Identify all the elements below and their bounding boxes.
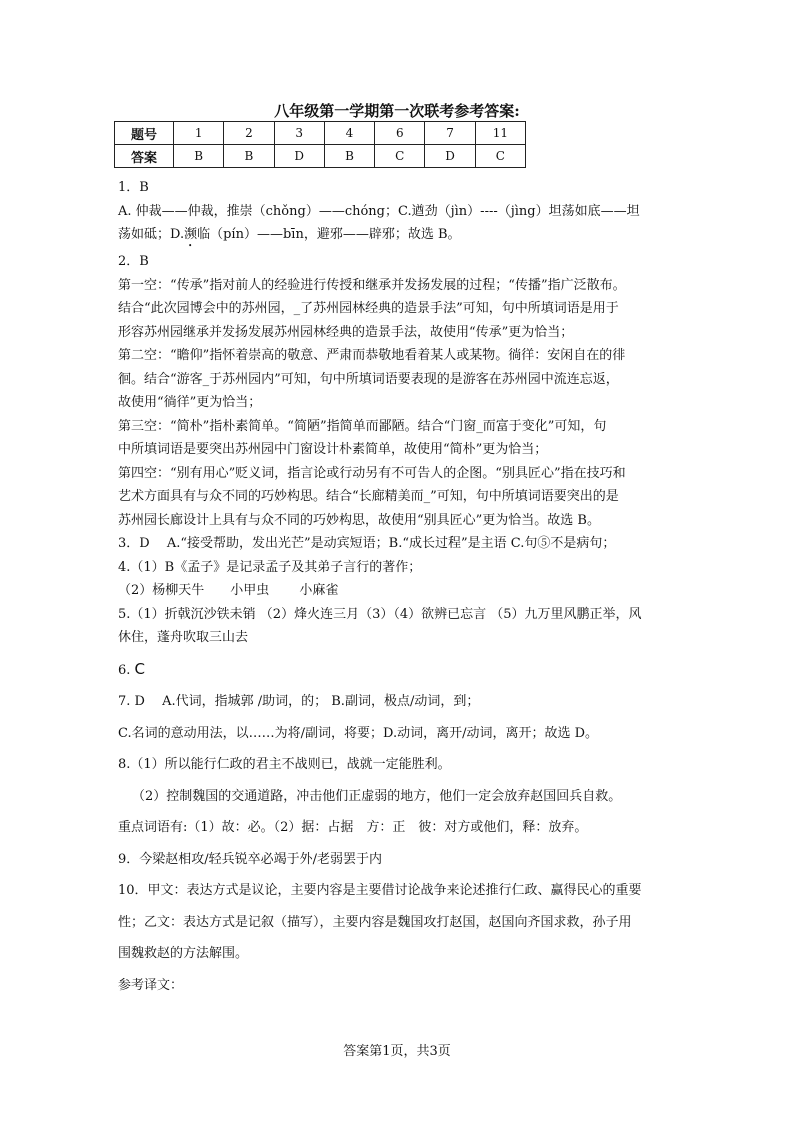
q1-line: A. 仲裁——仲裁，推崇（chǒng）——chóng；C.遒劲（jìn）----（jìng）坦荡如底——坦 [118,203,640,219]
page-footer: 答案第1页，共3页 [343,1044,451,1059]
table-row [115,145,526,168]
page-title: 八年级第一学期第一次联考参考答案: [274,102,520,120]
q2-line: 第二空：“瞻仰”指怀着崇高的敬意、严肃而恭敬地看着某人或某物。徜徉：安闲自在的徘 [118,348,626,363]
emphasis-char: 濒 [184,227,198,242]
row-header-number: 题号 [115,122,174,145]
answer-cell: C [475,145,525,168]
q2-line: 艺术方面具有与众不同的巧妙构思。结合“长廊精美而_”可知，句中所填词语要突出的是 [118,489,619,504]
q8-line: 8.（1）所以能行仁政的君主不战则已，战就一定能胜利。 [118,757,451,772]
q2-line: 第三空：“简朴”指朴素简单。“简陋”指简单而鄙陋。结合“门窗_而富于变化”可知，句 [118,418,607,434]
q8-line: 重点词语有:（1）故：必。（2）据：占据 方：正 彼：对方或他们，释：放弃。 [118,820,588,835]
q2-line: 苏州园长廊设计上具有与众不同的巧妙构思，故使用“别具匠心”更为恰当。故选 B。 [118,512,600,528]
answer-cell: B [174,145,224,168]
q2-line: 形容苏州园继承并发扬发展苏州园林经典的造景手法，故使用“传承”更为恰当； [118,324,574,340]
question-number: 11 [475,122,525,145]
q10-line: 性；乙文：表达方式是记叙（描写），主要内容是魏国攻打赵国，赵国向齐国求救，孙子用 [118,914,632,930]
answer-cell: B [224,145,274,168]
answer-cell: C [375,145,425,168]
question-number: 4 [324,122,374,145]
q1-text: 荡如砥；D. [118,227,185,242]
question-number: 2 [224,122,274,145]
q6-line [118,658,684,683]
q2-line: 故使用“徜徉”更为恰当； [118,395,262,410]
q2-line: 结合“此次园博会中的苏州园，_了苏州园林经典的造景手法”可知，句中所填词语是用于 [118,301,619,316]
q1-line [118,223,684,250]
q4-line: （2）杨柳天牛 小甲虫 小麻雀 [118,583,339,598]
q6-label: 6. [118,662,135,678]
q5-line: 休住，蓬舟吹取三山去 [118,630,249,645]
question-number: 7 [425,122,475,145]
q7-line: C.名词的意动用法，以……为将/副词，将要；D.动词，离开/动词，离开；故选 D。 [118,725,599,741]
row-header-answer: 答案 [115,145,174,168]
answer-cell: D [274,145,324,168]
question-number: 6 [375,122,425,145]
answer-table [114,121,526,168]
question-number: 1 [174,122,224,145]
q7-line: 7. D A.代词，指城郭 /助词，的； B.副词，极点/动词，到； [118,694,480,709]
q3-line: 3．D A.“接受帮助，发出光芒”是动宾短语；B.“成长过程”是主语 C.句⑤不是病句； [118,536,616,551]
q2-line: 第四空：“别有用心”贬义词，指言论或行动另有不可告人的企图。“别具匠心”指在技巧和 [118,465,626,481]
q1-text: 临（pín）——bīn，避邪——辟邪；故选 B。 [197,227,461,242]
question-number: 3 [274,122,324,145]
q10-line: 10．甲文：表达方式是议论，主要内容是主要借讨论战争来论述推行仁政、赢得民心的重要 [118,883,642,898]
q2-line: 徊。结合“游客_于苏州园内”可知，句中所填词语要表现的是游客在苏州园中流连忘返， [118,371,619,387]
q5-line: 5.（1）折戟沉沙铁未销 （2）烽火连三月（3）（4）欲辨已忘言 （5）九万里风鹏正举，风 [118,606,642,622]
q4-line: 4.（1）B《孟子》是记录孟子及其弟子言行的著作； [118,559,422,575]
q6-answer: C [134,659,146,678]
table-row [115,122,526,145]
q8-line: （2）控制魏国的交通道路，冲击他们正虚弱的地方，他们一定会放弃赵国回兵自救。 [132,788,622,804]
q2-heading: 2．B [118,254,149,269]
answer-explanations [118,176,684,997]
q9-line: 9．今梁赵相攻/轻兵锐卒必竭于外/老弱罢于内 [118,851,383,867]
answer-cell: B [324,145,374,168]
q1-heading: 1．B [118,180,149,195]
q10-line: 围魏救赵的方法解围。 [118,946,249,961]
q2-line: 第一空：“传承”指对前人的经验进行传授和继承并发扬发展的过程；“传播”指广泛散布。 [118,277,626,293]
answer-cell: D [425,145,475,168]
reference-translation-heading: 参考译文： [118,977,184,993]
q2-line: 中所填词语是要突出苏州园中门窗设计朴素简单，故使用“简朴”更为恰当； [118,442,548,457]
